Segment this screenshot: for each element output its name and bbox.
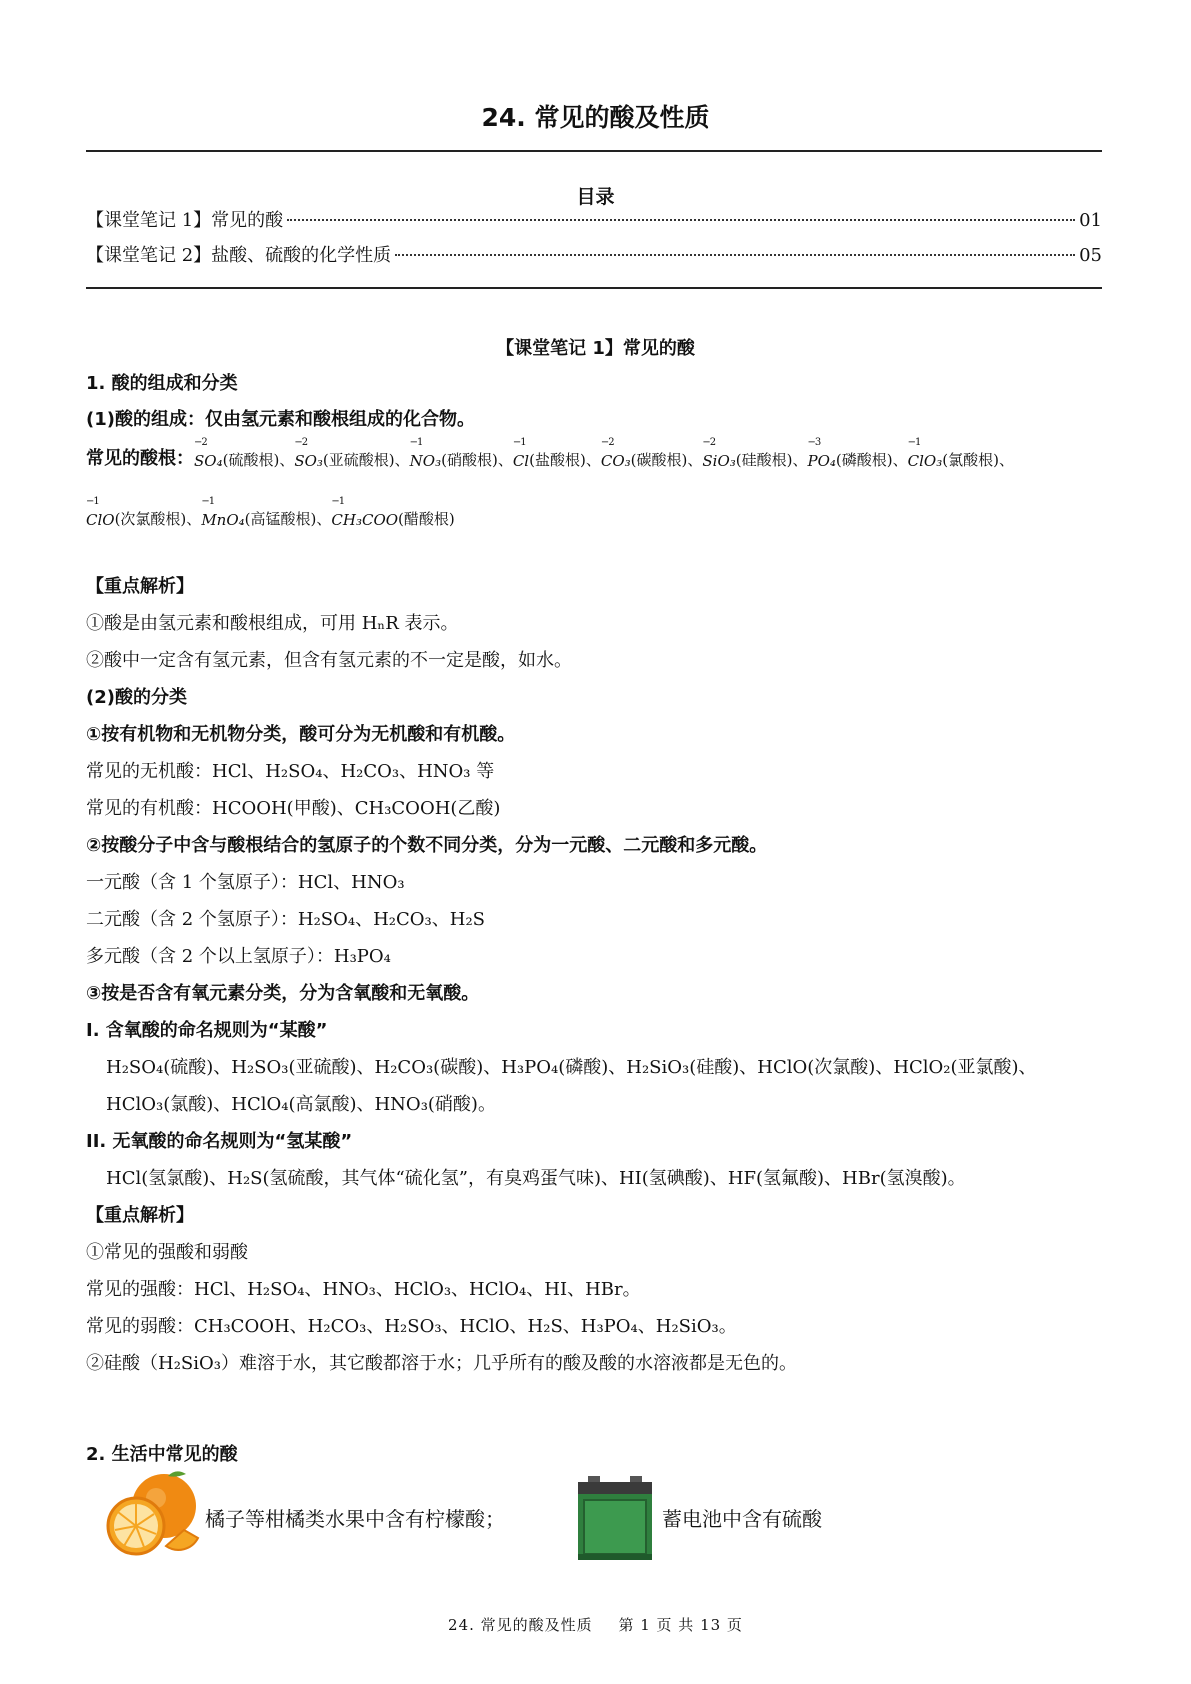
radicals-line-1 <box>86 437 1014 470</box>
document-title: 24. 常见的酸及性质 <box>481 103 710 132</box>
organic-acids: 常见的有机酸：HCOOH(甲酸)、CH₃COOH(乙酸) <box>86 798 501 819</box>
radical-formula: CH₃COO −1 <box>331 496 399 529</box>
key-point-text: ①常见的强酸和弱酸 <box>86 1242 248 1263</box>
radical-name: (醋酸根) <box>398 510 455 528</box>
polybasic-acids: 多元酸（含 2 个以上氢原子）：H₃PO₄ <box>86 946 391 967</box>
battery-image <box>574 1474 656 1564</box>
radical-charge: −1 <box>331 496 345 507</box>
key-point-title: 【重点解析】 <box>86 576 194 597</box>
toc-leader-dots <box>395 254 1075 256</box>
key-point-text: ②酸中一定含有氢元素，但含有氢元素的不一定是酸，如水。 <box>86 650 572 671</box>
radicals-line-2 <box>86 496 455 529</box>
acid-radical <box>331 496 455 529</box>
separator: 、 <box>792 451 808 469</box>
radical-name: (次氯酸根) <box>114 510 187 528</box>
radical-name: (盐酸根) <box>529 451 586 469</box>
radical-charge: −1 <box>512 437 526 448</box>
radical-name: (磷酸根) <box>835 451 893 469</box>
monobasic-acids: 一元酸（含 1 个氢原子）：HCl、HNO₃ <box>86 872 405 893</box>
acid-radical <box>907 437 999 470</box>
radical-charge: −1 <box>409 437 423 448</box>
acid-radical <box>86 496 187 529</box>
toc-title: 目录 <box>576 186 615 208</box>
anoxyacid-naming-title: II. 无氧酸的命名规则为“氢某酸” <box>86 1131 353 1152</box>
separator: 、 <box>687 451 703 469</box>
radical-formula: NO₃ −1 <box>409 437 442 470</box>
acid-radical <box>194 437 280 470</box>
radical-charge: −2 <box>600 437 614 448</box>
radical-formula: CO₃ −2 <box>600 437 631 470</box>
acid-radical <box>201 496 317 529</box>
toc-entry-label: 【课堂笔记 1】常见的酸 <box>86 210 284 231</box>
radical-charge: −1 <box>907 437 921 448</box>
toc-rule <box>86 287 1102 289</box>
section-title: 【课堂笔记 1】常见的酸 <box>496 338 695 359</box>
radical-name: (氯酸根) <box>942 451 999 469</box>
anoxyacid-list: HCl(氢氯酸)、H₂S(氢硫酸，其气体“硫化氢”，有臭鸡蛋气味)、HI(氢碘酸)、HF(氢氟酸)、HBr(氢溴酸)。 <box>106 1168 966 1189</box>
battery-acid-caption: 蓄电池中含有硫酸 <box>662 1507 822 1531</box>
separator: 、 <box>394 451 410 469</box>
acid-radical <box>409 437 498 470</box>
orange-fruit-image <box>106 1468 202 1560</box>
radical-formula: ClO₃ −1 <box>907 437 943 470</box>
radical-charge: −3 <box>807 437 821 448</box>
radicals-lead: 常见的酸根： <box>86 448 194 469</box>
radical-name: (碳酸根) <box>630 451 688 469</box>
inorganic-acids: 常见的无机酸：HCl、H₂SO₄、H₂CO₃、HNO₃ 等 <box>86 761 495 782</box>
key-point-text: ①酸是由氢元素和酸根组成，可用 HₙR 表示。 <box>86 613 459 634</box>
separator: 、 <box>892 451 908 469</box>
radical-name: (硅酸根) <box>735 451 793 469</box>
separator: 、 <box>279 451 295 469</box>
footer-title: 24. 常见的酸及性质 <box>448 1616 593 1634</box>
acid-radical <box>294 437 395 470</box>
heading-everyday-acids: 2. 生活中常见的酸 <box>86 1444 238 1465</box>
radical-charge: −2 <box>194 437 207 448</box>
separator: 、 <box>497 451 513 469</box>
radical-charge: −2 <box>294 437 308 448</box>
radical-formula: SO₃ −2 <box>294 437 323 470</box>
classification-rule: ③按是否含有氧元素分类，分为含氧酸和无氧酸。 <box>86 983 480 1004</box>
key-point-text: ②硅酸（H₂SiO₃）难溶于水，其它酸都溶于水；几乎所有的酸及酸的水溶液都是无色的。 <box>86 1353 797 1374</box>
key-point-title: 【重点解析】 <box>86 1205 194 1226</box>
toc-entry-2[interactable] <box>86 241 1102 267</box>
acid-radical <box>512 437 586 470</box>
dibasic-acids: 二元酸（含 2 个氢原子）：H₂SO₄、H₂CO₃、H₂S <box>86 909 486 930</box>
oxyacid-list: HClO₃(氯酸)、HClO₄(高氯酸)、HNO₃(硝酸)。 <box>106 1094 496 1115</box>
citrus-acid-caption: 橘子等柑橘类水果中含有柠檬酸； <box>205 1507 505 1531</box>
strong-acids: 常见的强酸：HCl、H₂SO₄、HNO₃、HClO₃、HClO₄、HI、HBr。 <box>86 1279 641 1300</box>
toc-leader-dots <box>287 219 1075 221</box>
radical-name: (硝酸根) <box>441 451 498 469</box>
separator: 、 <box>186 510 202 528</box>
radical-name: (硫酸根) <box>222 451 280 469</box>
acid-radical <box>600 437 688 470</box>
radical-formula: MnO₄ −1 <box>201 496 245 529</box>
separator: 、 <box>585 451 601 469</box>
classification-rule: ①按有机物和无机物分类，酸可分为无机酸和有机酸。 <box>86 724 516 745</box>
acid-radical <box>702 437 793 470</box>
weak-acids: 常见的弱酸：CH₃COOH、H₂CO₃、H₂SO₃、HClO、H₂S、H₃PO₄、H₂SiO₃。 <box>86 1316 737 1337</box>
toc-entry-page: 01 <box>1079 210 1102 231</box>
classification-rule: ②按酸分子中含与酸根结合的氢原子的个数不同分类，分为一元酸、二元酸和多元酸。 <box>86 835 768 856</box>
oxyacid-list: H₂SO₄(硫酸)、H₂SO₃(亚硫酸)、H₂CO₃(碳酸)、H₃PO₄(磷酸)、H₂SiO₃(硅酸)、HClO(次氯酸)、HClO₂(亚氯酸)、 <box>106 1057 1037 1078</box>
footer-page-number: 第 1 页 共 13 页 <box>618 1616 743 1634</box>
acid-radical <box>807 437 893 470</box>
toc-entry-page: 05 <box>1079 245 1102 266</box>
radical-formula: SO₄ −2 <box>194 437 223 470</box>
composition-definition: (1)酸的组成：仅由氢元素和酸根组成的化合物。 <box>86 409 475 430</box>
toc-entry-1[interactable] <box>86 206 1102 232</box>
heading-acid-composition: 1. 酸的组成和分类 <box>86 373 238 394</box>
radical-charge: −2 <box>702 437 716 448</box>
radical-name: (亚硫酸根) <box>322 451 395 469</box>
radical-formula: PO₄ −3 <box>807 437 836 470</box>
toc-entry-label: 【课堂笔记 2】盐酸、硫酸的化学性质 <box>86 245 392 266</box>
radical-formula: ClO −1 <box>86 496 115 529</box>
radical-formula: Cl −1 <box>512 437 530 470</box>
separator: 、 <box>316 510 332 528</box>
radical-formula: SiO₃ −2 <box>702 437 736 470</box>
oxyacid-naming-title: I. 含氧酸的命名规则为“某酸” <box>86 1020 328 1041</box>
radical-charge: −1 <box>86 496 99 507</box>
title-rule <box>86 150 1102 152</box>
page-footer <box>0 1614 1191 1635</box>
heading-acid-classification: (2)酸的分类 <box>86 687 187 708</box>
radical-charge: −1 <box>201 496 215 507</box>
radical-name: (高锰酸根) <box>244 510 317 528</box>
separator: 、 <box>998 451 1014 469</box>
